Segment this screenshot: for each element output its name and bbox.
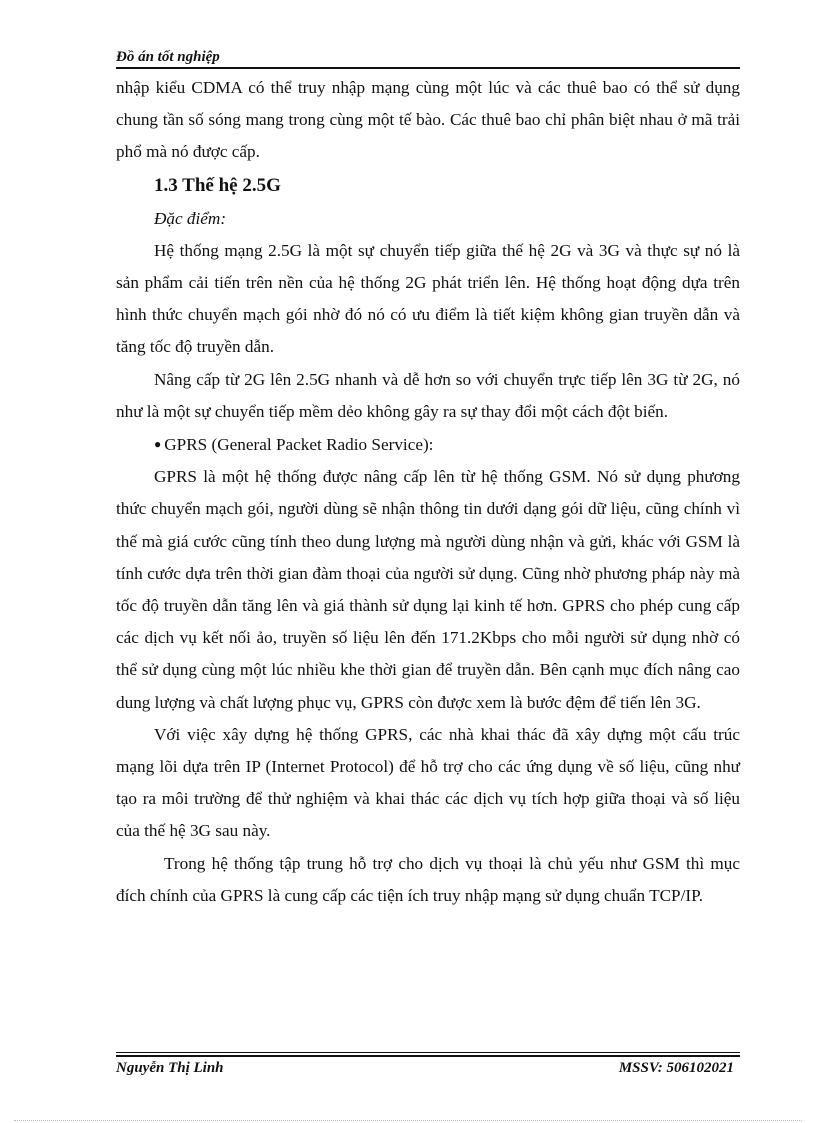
body-paragraph: Nâng cấp từ 2G lên 2.5G nhanh và dễ hơn so với chuyển trực tiếp lên 3G từ 2G, nó như là một sự chuyển tiếp mềm dẻo không gây ra sự thay đổi một cách đột biến. [116,369,740,421]
header-divider [116,67,740,69]
gprs-paragraph: Trong hệ thống tập trung hỗ trợ cho dịch vụ thoại là chủ yếu như GSM thì mục đích chính của GPRS là cung cấp các tiện ích truy nhập mạng sử dụng chuẩn TCP/IP. [116,853,740,905]
section-heading: 1.3 Thế hệ 2.5G [154,174,281,196]
bullet-text: GPRS (General Packet Radio Service): [164,435,434,455]
body-paragraph: Hệ thống mạng 2.5G là một sự chuyển tiếp giữa thế hệ 2G và 3G và thực sự nó là sản phẩm cải tiến trên nền của hệ thống 2G phát triển lên. Hệ thống hoạt động dựa trên hình thức chuyển mạch gói nhờ đó nó có ưu điểm là tiết kiệm không gian truyền dẫn và tăng tốc độ truyền dẫn. [116,240,740,357]
bullet-icon: ● [154,437,162,452]
footer-student-id: MSSV: 506102021 [618,1060,734,1076]
bullet-item [116,428,740,461]
gprs-paragraph: Với việc xây dựng hệ thống GPRS, các nhà khai thác đã xây dựng một cấu trúc mạng lõi dựa trên IP (Internet Protocol) để hỗ trợ cho các ứng dụng về số liệu, cũng như tạo ra môi trường để thử nghiệm và khai thác các dịch vụ tích hợp giữa thoại và số liệu của thế hệ 3G sau này. [116,724,740,841]
footer-author: Nguyễn Thị Linh [116,1060,224,1076]
page-bottom-edge [14,1120,802,1121]
page-header [116,47,740,67]
footer-divider-thick [116,1055,740,1057]
document-body [116,72,740,912]
page-footer [116,1058,740,1078]
subheading: Đặc điểm: [154,208,227,228]
intro-paragraph: nhập kiểu CDMA có thể truy nhập mạng cùng một lúc và các thuê bao có thể sử dụng chung tần số sóng mang trong cùng một tế bào. Các thuê bao chỉ phân biệt nhau ở mã trải phổ mà nó được cấp. [116,78,740,162]
gprs-paragraph: GPRS là một hệ thống được nâng cấp lên từ hệ thống GSM. Nó sử dụng phương thức chuyển mạch gói, người dùng sẽ nhận thông tin dưới dạng gói dữ liệu, cũng chính vì thế mà giá cước cũng tính theo dung lượng mà người dùng nhận và gửi, khác với GSM là tính cước dựa trên thời gian đàm thoại của người sử dụng. Cũng nhờ phương pháp này mà tốc độ truyền dẫn tăng lên và giá thành sử dụng lại kinh tế hơn. GPRS cho phép cung cấp các dịch vụ kết nối ảo, truyền số liệu lên đến 171.2Kbps cho mỗi người sử dụng nhờ có thể sử dụng cùng một lúc nhiều khe thời gian để truyền dẫn. Bên cạnh mục đích nâng cao dung lượng và chất lượng phục vụ, GPRS còn được xem là bước đệm để tiến lên 3G. [116,467,740,712]
header-title: Đồ án tốt nghiệp [116,49,220,65]
footer-divider-thin [116,1052,740,1053]
